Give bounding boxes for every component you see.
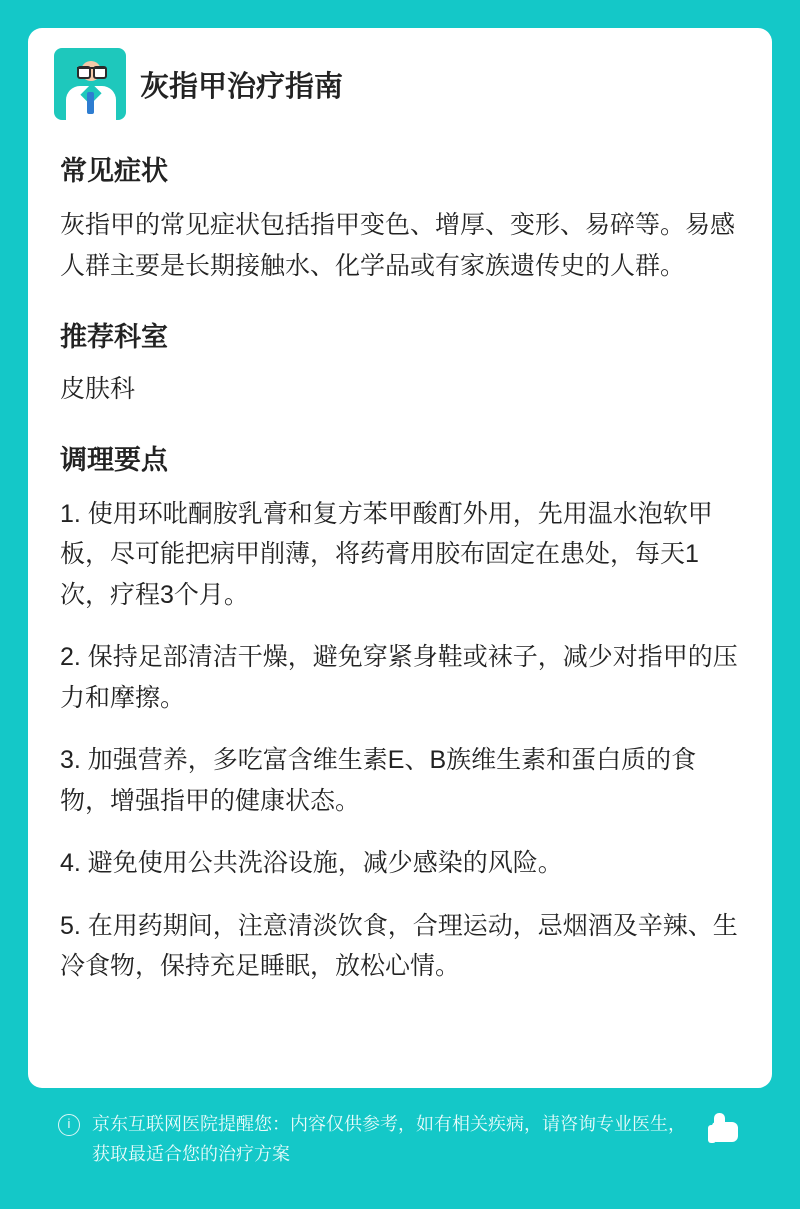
list-item: 4. 避免使用公共洗浴设施，减少感染的风险。 [60,849,563,878]
document-header [60,54,740,120]
section-heading-department: 推荐科室 [60,322,168,353]
list-item: 1. 使用环吡酮胺乳膏和复方苯甲酸酊外用，先用温水泡软甲板，尽可能把病甲削薄，将药膏用胶布固定在患处，每天1次，疗程3个月。 [60,499,713,609]
tips-list [60,494,740,987]
info-circle-icon: i [58,1114,80,1136]
footer-text: 京东互联网医院提醒您：内容仅供参考，如有相关疾病，请咨询专业医生，获取最适合您的治疗方案 [92,1114,686,1164]
content-card [28,28,772,1088]
doctor-avatar-icon [54,48,126,120]
section-text-department: 皮肤科 [60,375,136,404]
page-title: 灰指甲治疗指南 [140,71,344,103]
thumbs-up-icon[interactable] [708,1112,742,1146]
list-item: 2. 保持足部清洁干燥，避免穿紧身鞋或袜子，减少对指甲的压力和摩擦。 [60,643,738,712]
footer-disclaimer [28,1088,772,1169]
section-heading-symptoms: 常见症状 [60,156,168,186]
section-text-symptoms: 灰指甲的常见症状包括指甲变色、增厚、变形、易碎等。易感人群主要是长期接触水、化学品或有家族遗传史的人群。 [60,211,736,280]
list-item: 3. 加强营养，多吃富含维生素E、B族维生素和蛋白质的食物，增强指甲的健康状态。 [60,746,697,815]
section-heading-tips: 调理要点 [60,444,168,475]
list-item: 5. 在用药期间，注意清淡饮食，合理运动，忌烟酒及辛辣、生冷食物，保持充足睡眠，放松心情。 [60,911,738,981]
